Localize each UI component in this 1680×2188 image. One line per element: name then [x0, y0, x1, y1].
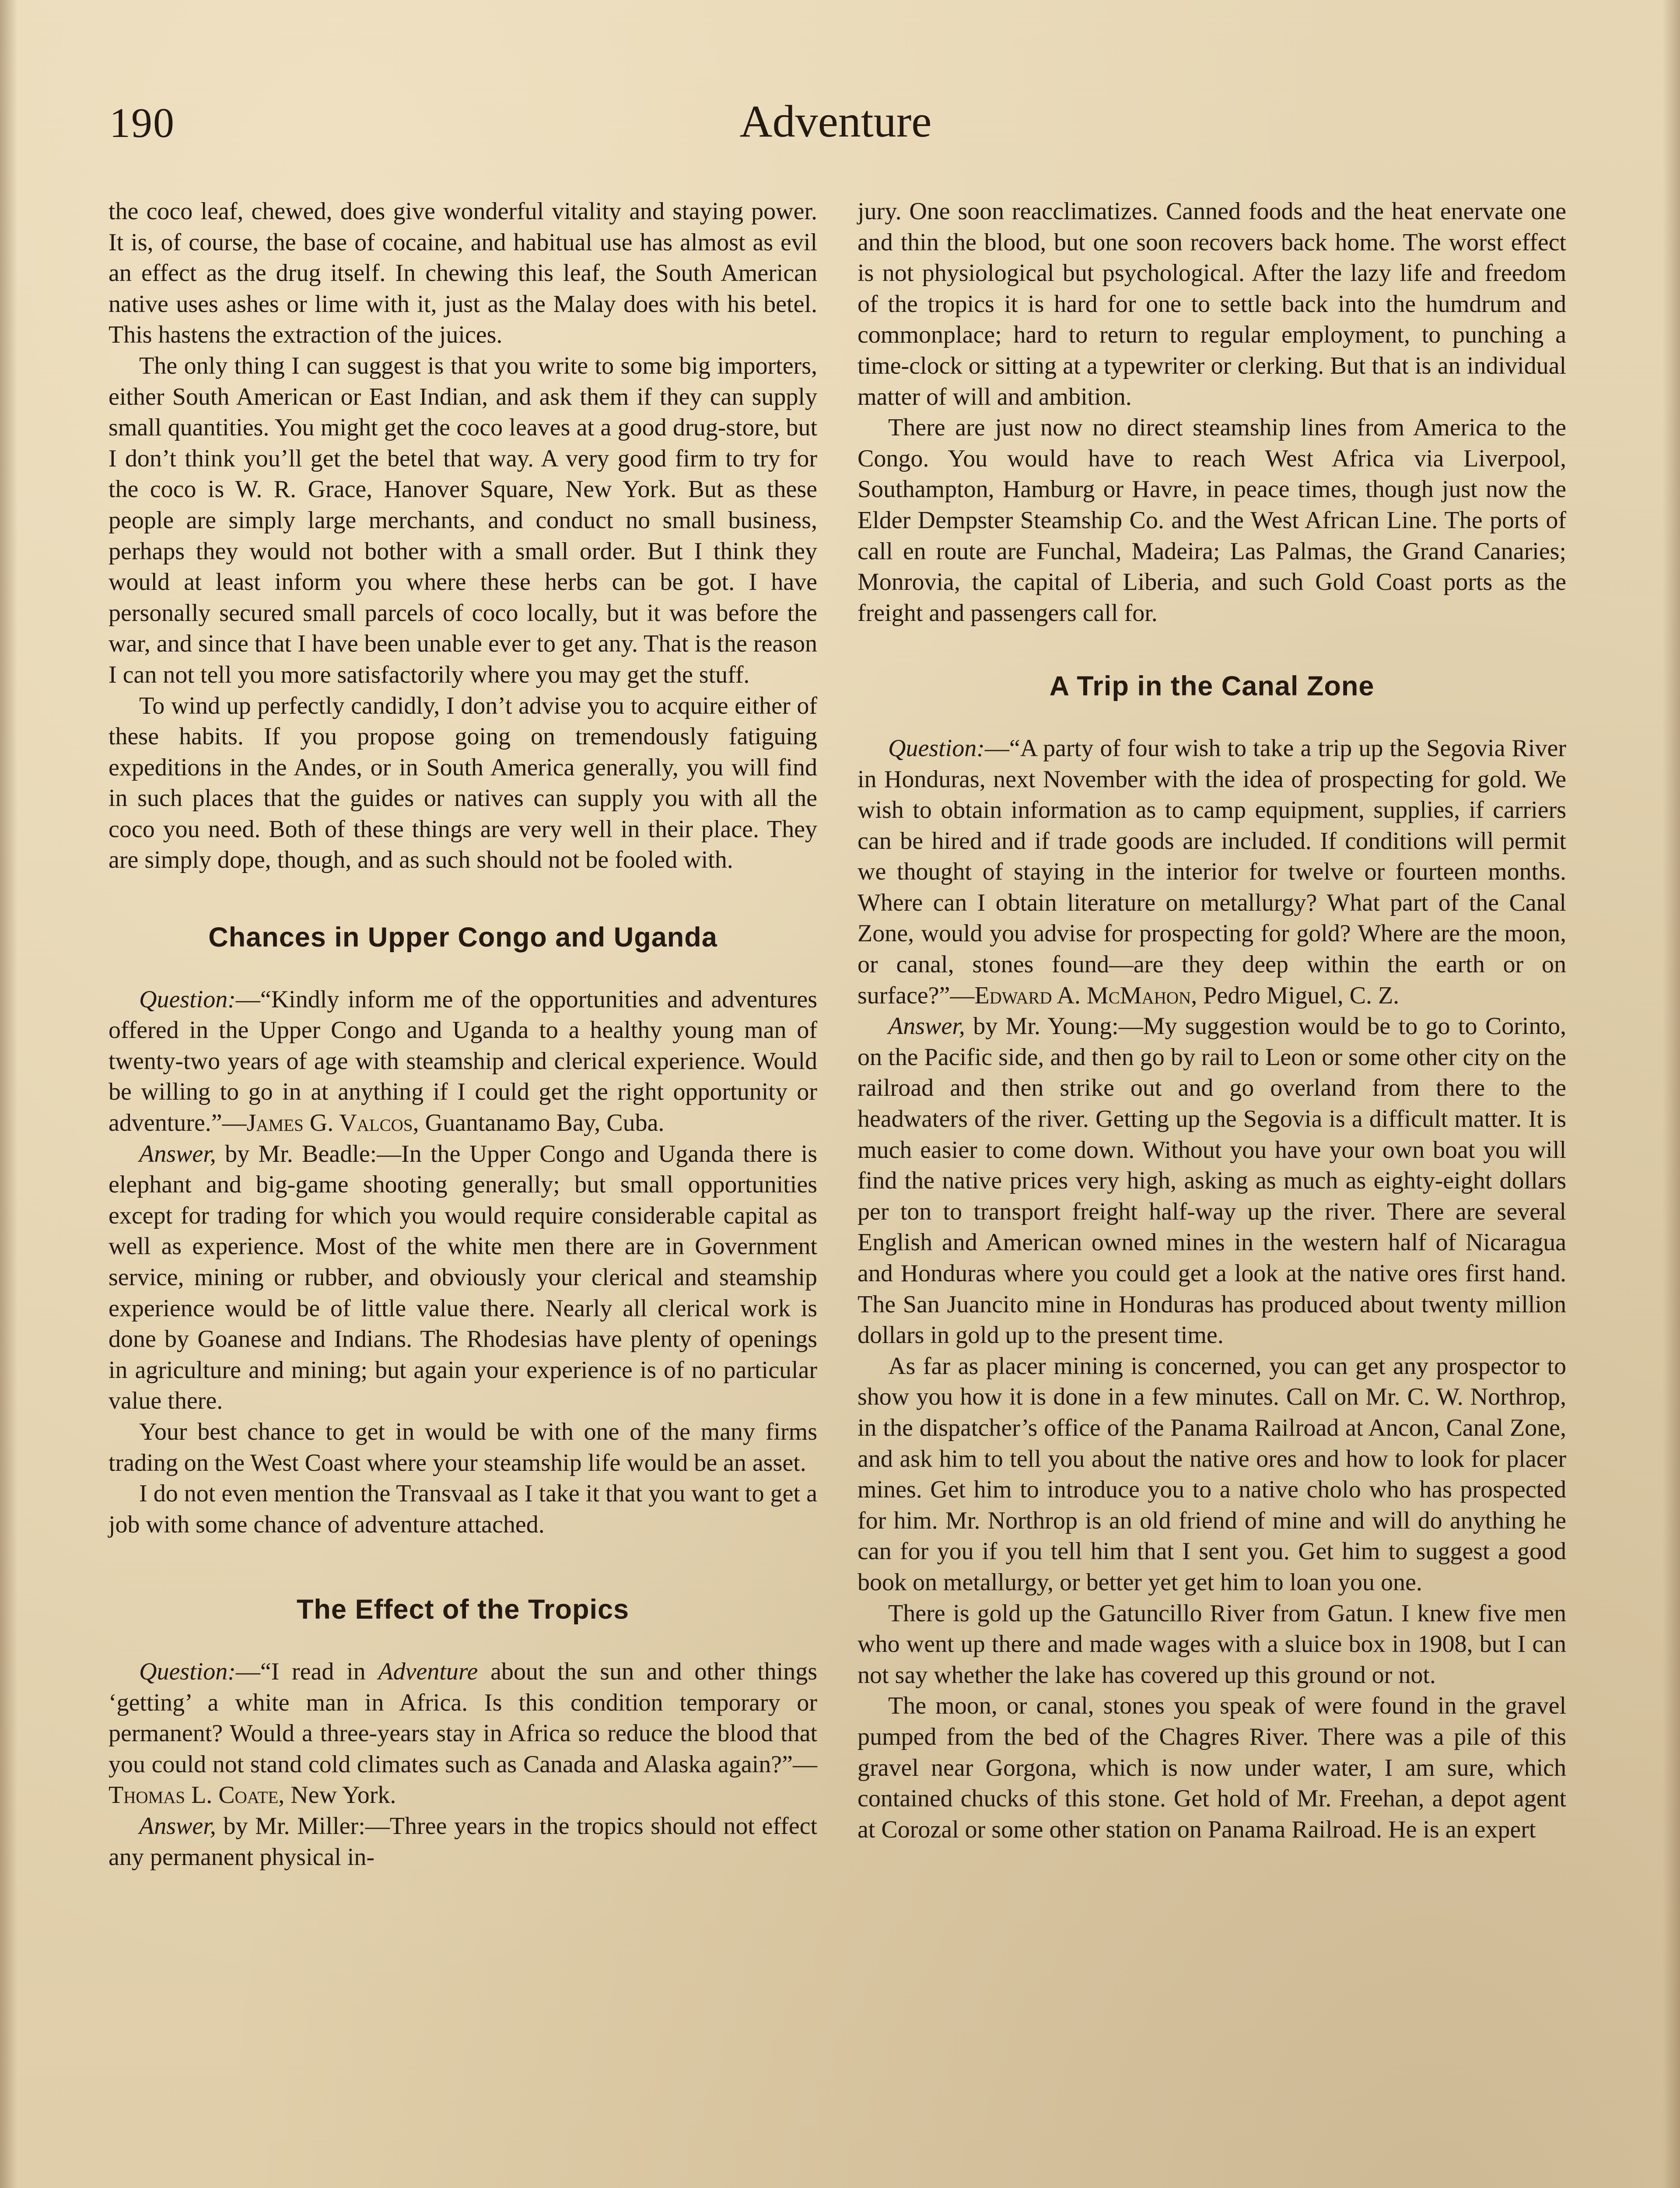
paragraph: I do not even mention the Transvaal as I take it that you want to get a job with some chance of adventure attached. [108, 1480, 817, 1538]
left-column [108, 196, 817, 1872]
magazine-title-italic: Adventure [378, 1658, 478, 1685]
paragraph: There is gold up the Gatuncillo River from Gatun. I knew five men who went up there and made wages with a sluice box in 1908, but I can not say whether the lake has covered up this ground or not. [858, 1599, 1566, 1689]
answer-text: by Mr. Beadle:—In the Upper Congo and Uganda there is elephant and big-game shooting generally; but small opportunities except for trading for which you would require considerable capital as well as experience. Most of the white men there are in Government service, mining or rubber, and obviously your clerical and steamship experience would be of little value there. Nearly all clerical work is done by Goanese and Indians. The Rhodesias have plenty of openings in agriculture and mining; but again your experience is of no particular value there. [108, 1140, 817, 1415]
question-author: Thomas L. Coate [108, 1781, 279, 1809]
right-column [858, 196, 1566, 1845]
question-text: about the sun and other things ‘getting’ a white man in Africa. Is this condition temporary or permanent? Would a three-years stay in Africa so reduce the blood that you could not stand cold climates such as Canada and Alaska again?”— [108, 1658, 818, 1778]
paragraph: As far as placer mining is concerned, you can get any prospector to show you how it is done in a few minutes. Call on Mr. C. W. Northrop, in the dispatcher’s office of the Panama Railroad at Ancon, Canal Zone, and ask him to tell you about the native ores and how to look for placer mines. Get him to introduce you to a native cholo who has prospected for him. Mr. Northrop is an old friend of mine and will do anything he can for you if you tell him that I sent you. Get him to suggest a good book on metallurgy, or better yet get him to loan you one. [858, 1352, 1566, 1596]
answer-paragraph [108, 1139, 817, 1417]
running-head-title: Adventure [739, 96, 932, 147]
question-paragraph [108, 984, 817, 1139]
question-label: Question: [888, 734, 985, 762]
answer-label: Answer, [139, 1140, 216, 1168]
question-label: Question: [139, 1658, 236, 1685]
paragraph: the coco leaf, chewed, does give wonderful vitality and staying power. It is, of course, the base of cocaine, and habitual use has almost as evil an effect as the drug itself. In chewing this leaf, the South American native uses ashes or lime with it, just as the Malay does with his betel. This hastens the extraction of the juices. [108, 198, 817, 349]
answer-label: Answer, [888, 1013, 965, 1040]
paragraph: There are just now no direct steamship lines from America to the Congo. You would have to reach West Africa via Liverpool, Southampton, Hamburg or Havre, in peace times, though just now the Elder Dempster Steamship Co. and the West African Line. The ports of call en route are Funchal, Madeira; Las Palmas, the Grand Canaries; Monrovia, the capital of Liberia, and such Gold Coast ports as the freight and passengers call for. [858, 414, 1566, 627]
answer-label: Answer, [139, 1812, 216, 1840]
question-paragraph [858, 733, 1566, 1011]
question-place: , New York. [278, 1781, 396, 1809]
page-edge-shadow-left [0, 0, 18, 2188]
paragraph: jury. One soon reacclimatizes. Canned foods and the heat enervate one and thin the blood, but one soon recovers back home. The worst effect is not physiological but psychological. After the lazy life and freedom of the tropics it is hard for one to settle back into the humdrum and commonplace; hard to return to regular employment, to punching a time-clock or sitting at a typewriter or clerking. But that is an individual matter of will and ambition. [858, 198, 1566, 410]
section-heading: Chances in Upper Congo and Uganda [208, 922, 718, 953]
answer-text: by Mr. Young:—My suggestion would be to go to Corinto, on the Pacific side, and then go by rail to Leon or some other city on the railroad and then strike out and go overland from there to the headwaters of the river. Getting up the Segovia is a difficult matter. It is much easier to come down. Without you have your own boat you will find the native prices very high, asking as much as eighty-eight dollars per ton to transport freight half-way up the river. There are several English and American owned mines in the western half of Nicaragua and Honduras where you could get a look at the native ores first hand. The San Juancito mine in Honduras has produced about twenty million dollars in gold up to the present time. [858, 1013, 1566, 1349]
page-edge-shadow-right [1662, 0, 1680, 2188]
paragraph: To wind up perfectly candidly, I don’t advise you to acquire either of these habits. If you propose going on tremendously fatiguing expeditions in the Andes, or in South America generally, you will find in such places that the guides or natives can supply you with all the coco you need. Both of these things are very well in their place. They are simply dope, though, and as such should not be fooled with. [108, 692, 817, 874]
question-text: —“I read in [235, 1658, 378, 1685]
question-paragraph [108, 1656, 817, 1811]
answer-paragraph [858, 1011, 1566, 1351]
answer-paragraph [108, 1811, 817, 1872]
section-heading: A Trip in the Canal Zone [1049, 671, 1375, 702]
question-label: Question: [139, 985, 236, 1013]
question-place: , Guantanamo Bay, Cuba. [413, 1109, 665, 1137]
question-place: , Pedro Miguel, C. Z. [1191, 982, 1400, 1009]
paragraph: The moon, or canal, stones you speak of were found in the gravel pumped from the bed of the Chagres River. There was a pile of this gravel near Gorgona, which is now under water, I am sure, which contained chucks of this stone. Get hold of Mr. Freehan, a depot agent at Corozal or some other station on Panama Railroad. He is an expert [858, 1692, 1566, 1843]
question-author: James G. Valcos [246, 1109, 413, 1137]
question-author: Edward A. McMahon [974, 982, 1191, 1009]
question-text: —“Kindly inform me of the opportunities and adventures offered in the Upper Congo and Uganda to a healthy young man of twenty-two years of age with steamship and clerical experience. Would be willing to go in at anything if I could get the right opportunity or adventure.”— [108, 985, 817, 1137]
page-number: 190 [109, 99, 175, 146]
question-text: —“A party of four wish to take a trip up the Segovia River in Honduras, next November with the idea of prospecting for gold. We wish to obtain information as to camp equipment, supplies, if carriers can be hired and if trade goods are included. If conditions will permit we thought of staying in the interior for twelve or fourteen months. Where can I obtain literature on metallurgy? What part of the Canal Zone, would you advise for prospecting for gold? Where are the moon, or canal, stones found—are they deep within the earth or on surface?”— [858, 734, 1566, 1009]
section-heading: The Effect of the Tropics [296, 1594, 630, 1625]
paragraph: Your best chance to get in would be with one of the many firms trading on the West Coast where your steamship life would be an asset. [108, 1418, 817, 1476]
answer-text: by Mr. Miller:—Three years in the tropics should not effect any permanent physical in- [108, 1812, 817, 1871]
paragraph: The only thing I can suggest is that you write to some big importers, either South American or East Indian, and ask them if they can supply small quantities. You might get the coco leaves at a good drug-store, but I don’t think you’ll get the betel that way. A very good firm to try for the coco is W. R. Grace, Hanover Square, New York. But as these people are simply large merchants, and conduct no small business, perhaps they would not bother with a small order. But I think they would at least inform you where these herbs can be got. I have personally secured small parcels of coco locally, but it was before the war, and since that I have been unable ever to get any. That is the reason I can not tell you more satisfactorily where you may get the stuff. [108, 352, 817, 688]
